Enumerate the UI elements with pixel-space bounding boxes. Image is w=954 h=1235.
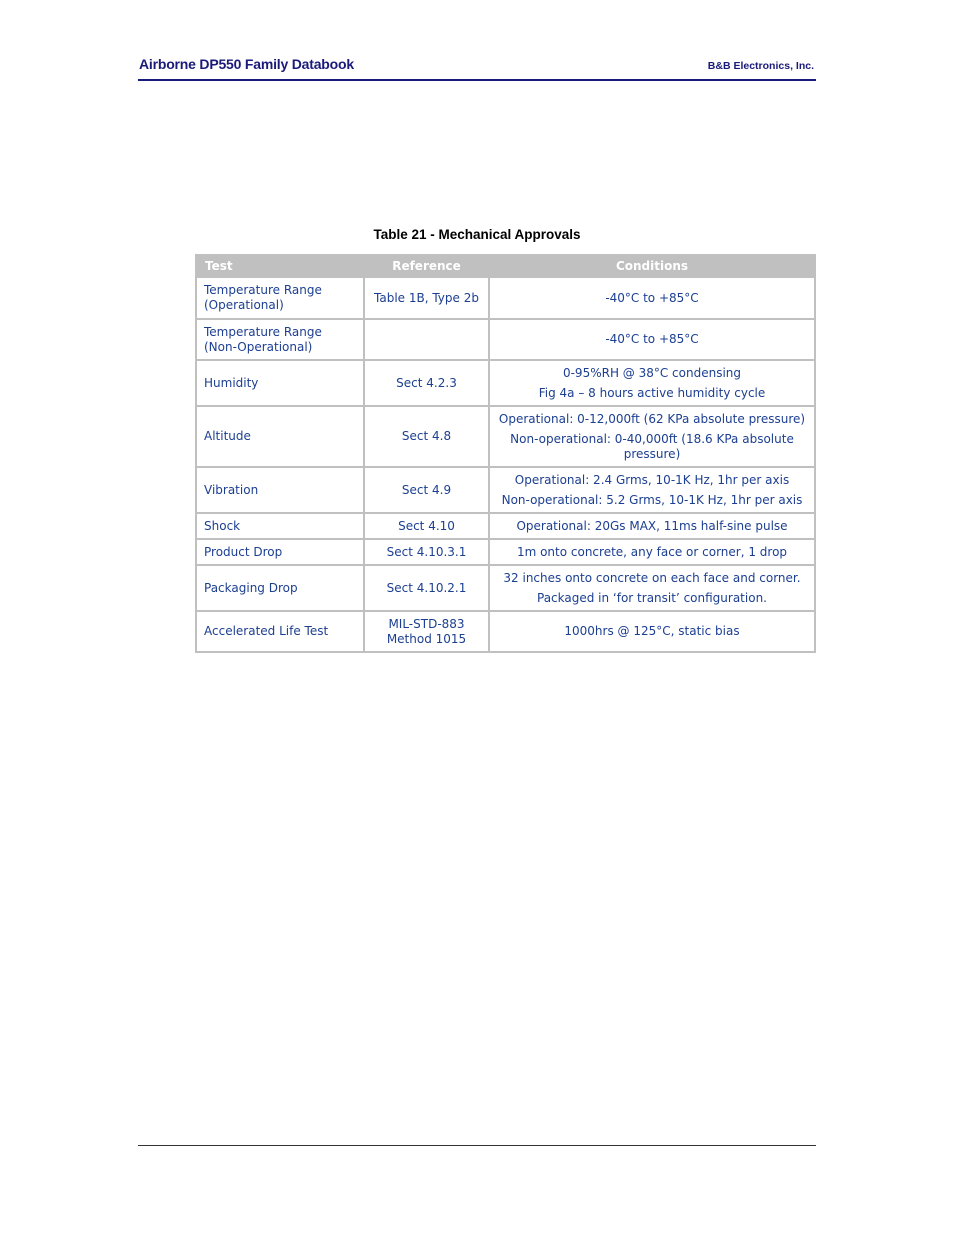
test-cell: Packaging Drop	[197, 566, 363, 610]
header-divider	[138, 79, 816, 81]
conditions-cell	[490, 361, 814, 405]
condition-line: 0-95%RH @ 38°C condensing	[562, 365, 742, 380]
condition-line: Operational: 0-12,000ft (62 KPa absolute pressure)	[498, 411, 806, 426]
condition-line: Operational: 20Gs MAX, 11ms half-sine pulse	[516, 518, 788, 533]
table-row	[197, 612, 814, 651]
test-cell: Accelerated Life Test	[197, 612, 363, 651]
table-row	[197, 514, 814, 538]
company-name: B&B Electronics, Inc.	[707, 60, 814, 72]
table-row	[197, 468, 814, 512]
conditions-cell	[490, 468, 814, 512]
table-row	[197, 361, 814, 405]
condition-line: -40°C to +85°C	[605, 332, 699, 346]
condition-line: -40°C to +85°C	[605, 290, 699, 305]
condition-line: 1m onto concrete, any face or corner, 1 drop	[516, 544, 788, 559]
test-cell: Temperature Range (Non-Operational)	[197, 320, 363, 359]
column-header-conditions: Conditions	[490, 256, 814, 276]
test-cell: Shock	[197, 514, 363, 538]
table-caption: Table 21 - Mechanical Approvals	[373, 227, 581, 242]
table-row	[197, 278, 814, 318]
reference-cell: Sect 4.8	[365, 407, 488, 466]
table-row	[197, 566, 814, 610]
conditions-cell	[490, 278, 814, 318]
test-cell: Vibration	[197, 468, 363, 512]
mechanical-approvals-table	[195, 254, 816, 653]
condition-line: Packaged in ‘for transit’ configuration.	[537, 590, 767, 605]
condition-line: 32 inches onto concrete on each face and corner.	[503, 570, 801, 585]
conditions-cell	[490, 566, 814, 610]
condition-line: 1000hrs @ 125°C, static bias	[564, 624, 740, 638]
conditions-cell	[490, 407, 814, 466]
column-header-reference: Reference	[365, 256, 488, 276]
table-row	[197, 320, 814, 359]
condition-line: Operational: 2.4 Grms, 10-1K Hz, 1hr per axis	[514, 472, 790, 487]
table-row	[197, 407, 814, 466]
reference-cell: Sect 4.10	[365, 514, 488, 538]
test-cell: Product Drop	[197, 540, 363, 564]
conditions-cell	[490, 514, 814, 538]
table-header-row	[197, 256, 814, 276]
table-row	[197, 540, 814, 564]
reference-cell: Table 1B, Type 2b	[365, 278, 488, 318]
conditions-cell	[490, 612, 814, 651]
column-header-test: Test	[197, 256, 363, 276]
reference-cell: Sect 4.10.2.1	[365, 566, 488, 610]
reference-cell: Sect 4.10.3.1	[365, 540, 488, 564]
conditions-cell	[490, 320, 814, 359]
test-cell: Temperature Range (Operational)	[197, 278, 363, 318]
condition-line: Non-operational: 5.2 Grms, 10-1K Hz, 1hr per axis	[501, 492, 803, 507]
condition-line: Non-operational: 0-40,000ft (18.6 KPa absolute pressure)	[510, 431, 794, 461]
footer-divider	[138, 1145, 816, 1146]
reference-cell: MIL-STD-883 Method 1015	[365, 612, 488, 651]
reference-cell: Sect 4.2.3	[365, 361, 488, 405]
test-cell: Humidity	[197, 361, 363, 405]
reference-cell	[365, 320, 488, 359]
conditions-cell	[490, 540, 814, 564]
document-title: Airborne DP550 Family Databook	[139, 56, 354, 72]
reference-cell: Sect 4.9	[365, 468, 488, 512]
test-cell: Altitude	[197, 407, 363, 466]
condition-line: Fig 4a – 8 hours active humidity cycle	[538, 385, 766, 400]
